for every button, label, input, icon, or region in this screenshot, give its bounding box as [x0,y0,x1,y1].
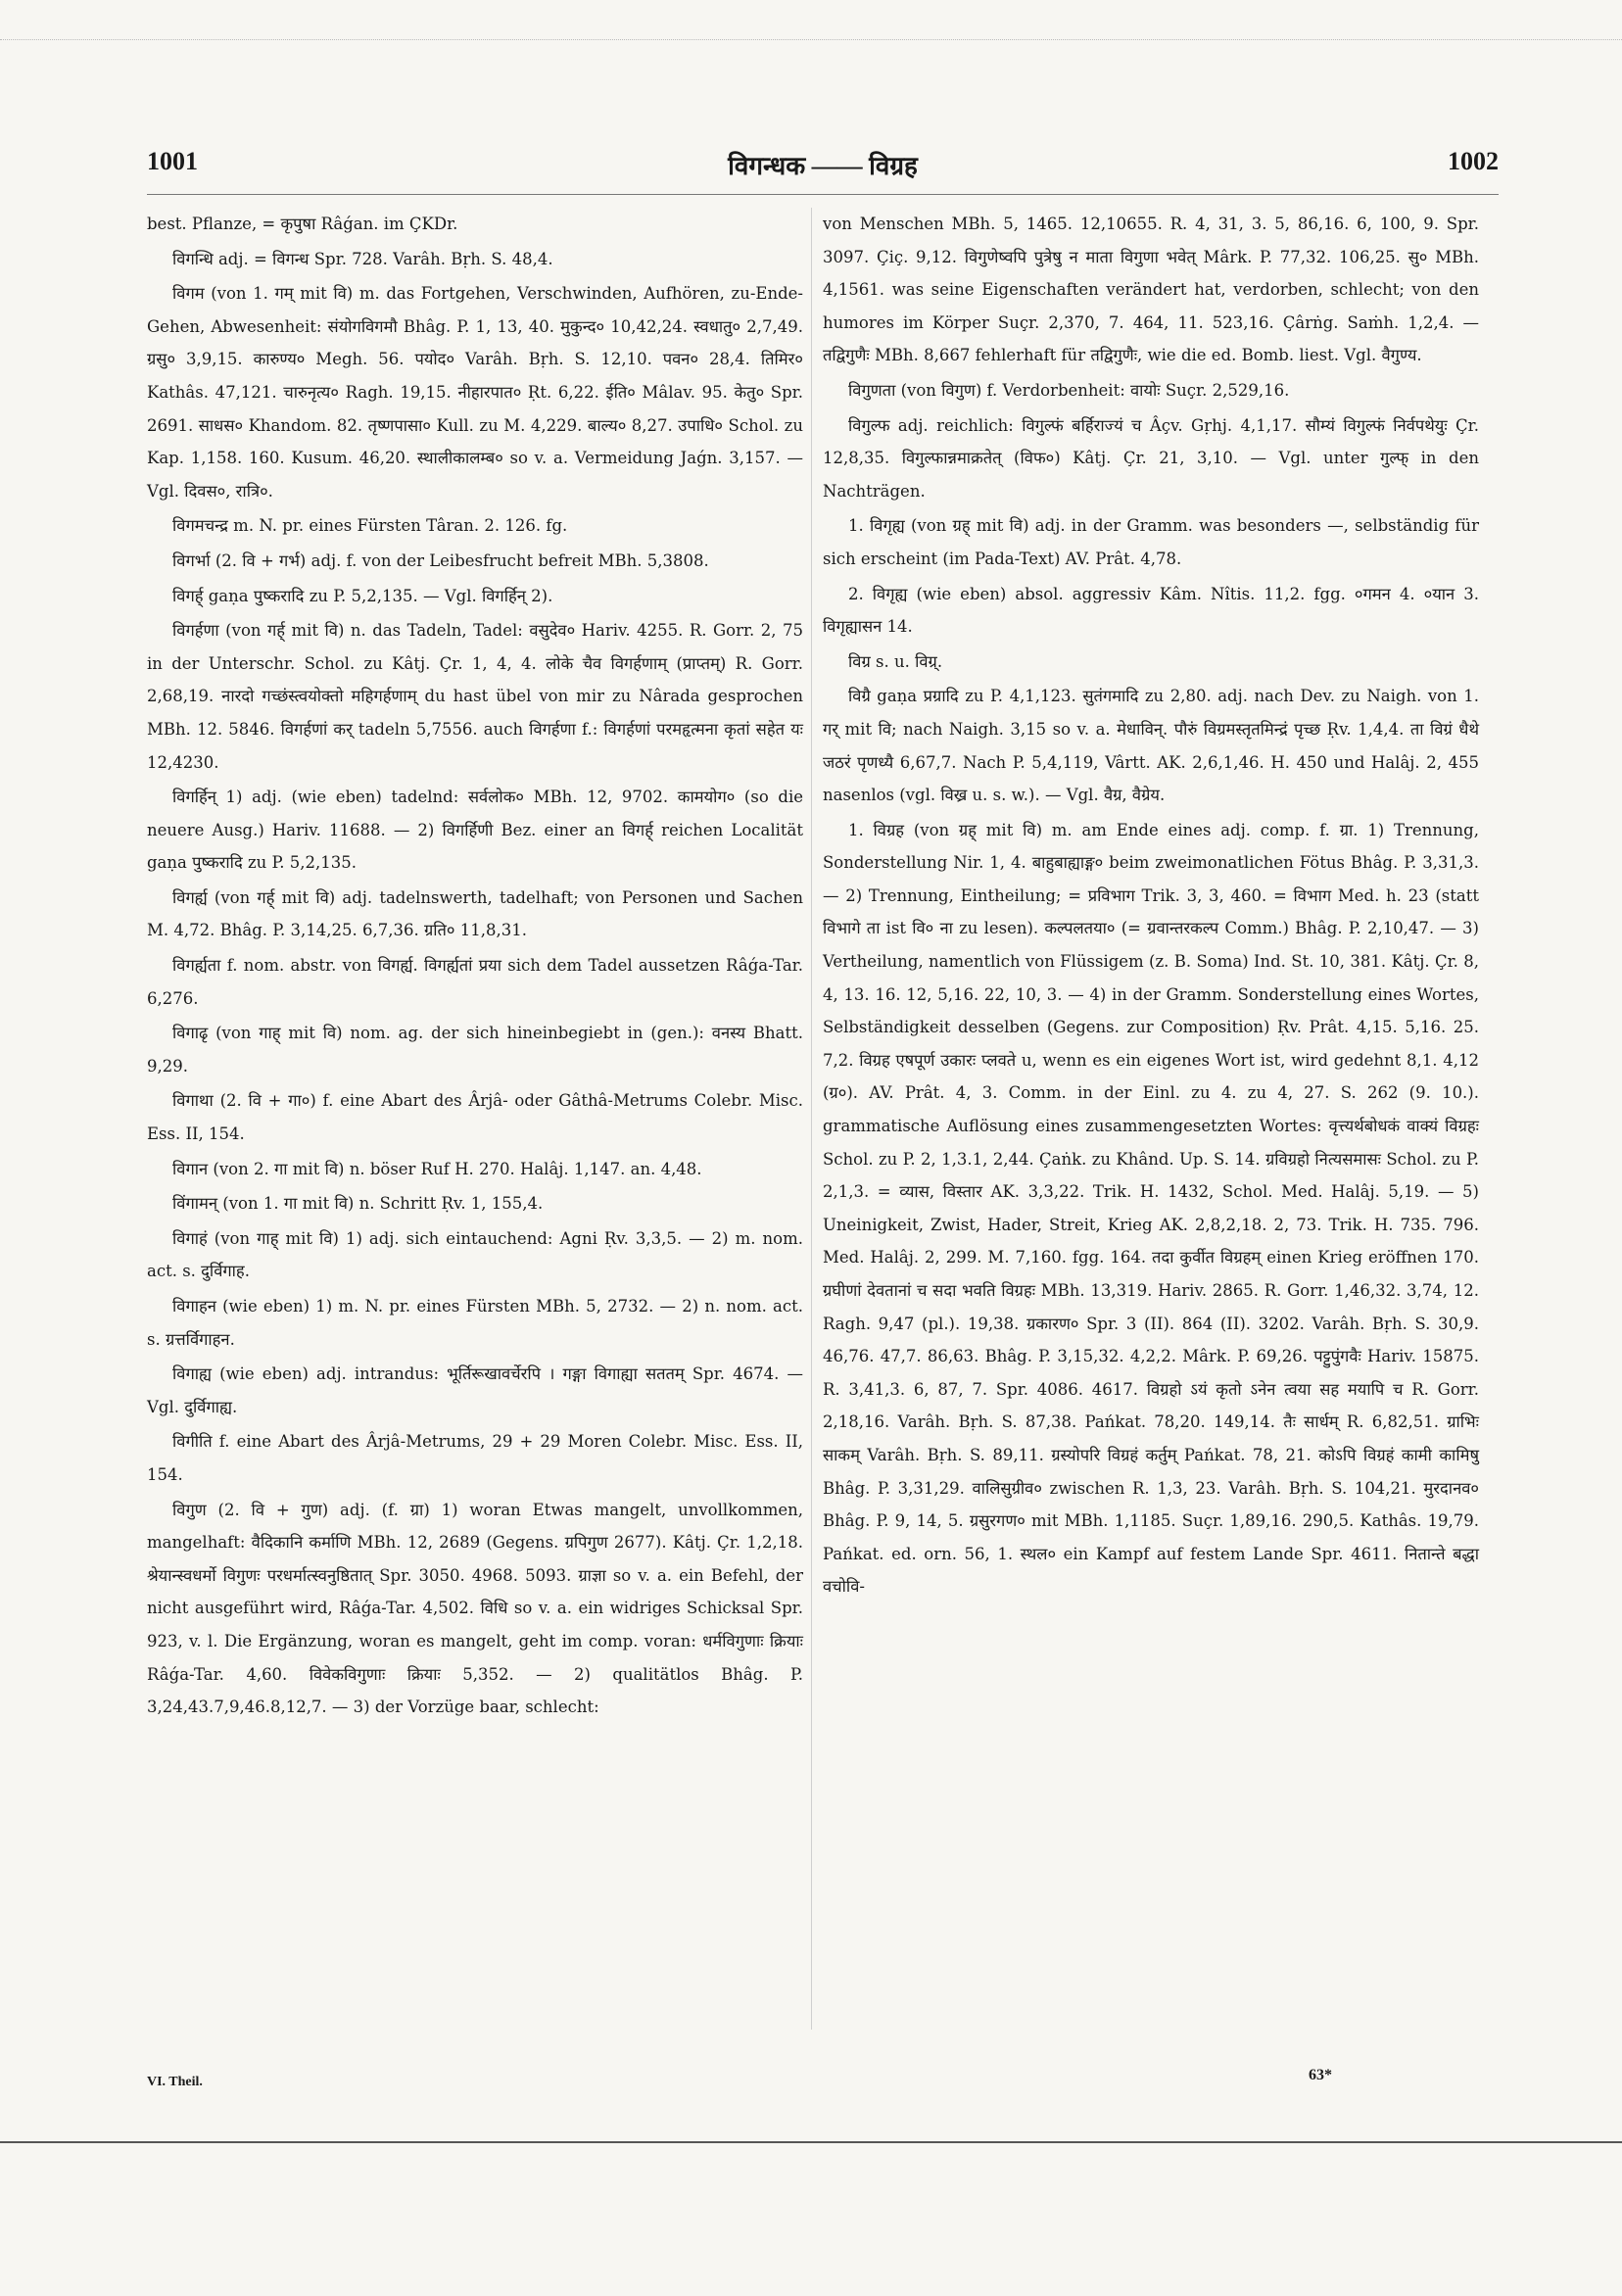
dictionary-entry: विग्रै gaṇa प्रग्रादि zu P. 4,1,123. सुतंगमादि zu 2,80. adj. nach Dev. zu Naigh. von 1. गर् mit वि; nach Naigh. 3,15 so v. a. मेधाविन्. पौरुं विग्रमस्तृतमिन्द्रं पृच्छ Ṛv. 1,4,4. ता विग्रं धैथे जठरं पृणध्यै 6,67,7. Nach P. 5,4,119, Vârtt. AK. 2,6,1,46. H. 450 und Halâj. 2, 455 nasenlos (vgl. विख्र u. s. w.). — Vgl. वैग्र, वैग्रेय. [823,687,1479,805]
scan-bottom-edge [0,2141,1622,2143]
dictionary-entry: 1. विग्रह (von ग्रह् mit वि) m. am Ende eines adj. comp. f. ग्रा. 1) Trennung, Sonderstellung Nir. 1, 4. बाहुबाह्याङ्ग० beim zweimonatlichen Fötus Bhâg. P. 3,31,3. — 2) Trennung, Eintheilung; = प्रविभाग Trik. 3, 3, 460. = विभाग Med. h. 23 (statt विभागे ता ist वि० ना zu lesen). कल्पलतया० (= ग्रवान्तरकल्प Comm.) Bhâg. P. 2,10,47. — 3) Vertheilung, namentlich von Flüssigem (z. B. Soma) Ind. St. 10, 381. Kâtj. Çr. 8, 4, 13. 16. 12, 5,16. 22, 10, 3. — 4) in der Gramm. Sonderstellung eines Wortes, Selbständigkeit desselben (Gegens. zur Composition) Ṛv. Prât. 4,15. 5,16. 25. 7,2. विग्रह एषपूर्ण उकारः प्लवते u, wenn es ein eigenes Wort ist, wird gedehnt 8,1. 4,12 (ग्र०). AV. Prât. 4, 3. Comm. in der Einl. zu 4. zu 4, 27. S. 262 (9. 10.). grammatische Auflösung eines zusammengesetzten Wortes: वृत्त्यर्थबोधकं वाक्यं विग्रहः Schol. zu P. 2, 1,3.1, 2,44. Çaṅk. zu Khând. Up. S. 14. ग्रविग्रहो नित्यसमासः Schol. zu P. 2,1,3. = व्यास, विस्तार AK. 3,3,22. Trik. H. 1432, Schol. Med. Halâj. 5,19. — 5) Uneinigkeit, Zwist, Hader, Streit, Krieg AK. 2,8,2,18. 2, 73. Trik. H. 735. 796. Med. Halâj. 2, 299. M. 7,160. fgg. 164. तदा कुर्वीत विग्रहम् einen Krieg eröffnen 170. ग्रघीणां देवतानां च सदा भवति विग्रहः MBh. 13,319. Hariv. 2865. R. Gorr. 1,46,32. 3,74, 12. Ragh. 9,47 (pl.). 19,38. ग्रकारण० Spr. 3 (II). 864 (II). 3202. Varâh. Bṛh. S. 30,9. 46,76. 47,7. 86,63. Bhâg. P. 3,15,32. 4,2,2. Mârk. P. 69,26. पट्टुपुंगवैः Hariv. 15875. R. 3,41,3. 6, 87, 7. Spr. 4086. 4617. विग्रहो ऽयं कृतो ऽनेन त्वया सह मयापि च R. Gorr. 2,18,16. Varâh. Bṛh. S. 87,38. Pańkat. 78,20. 149,14. तैः सार्धम् R. 6,82,51. ग्राभिः साकम् Varâh. Bṛh. S. 89,11. ग्रस्योपरि विग्रहं कर्तुम् Pańkat. 78, 21. कोऽपि विग्रहं कामी कामिषु Bhâg. P. 3,31,29. वालिसुग्रीव० zwischen R. 1,3, 23. Varâh. Bṛh. S. 104,21. मुरदानव० Bhâg. P. 9, 14, 5. ग्रसुरगण० mit MBh. 1,1185. Suçr. 1,89,16. 290,5. Kathâs. 19,79. Pańkat. ed. orn. 56, 1. स्थल० ein Kampf auf festem Lande Spr. 4611. नितान्ते बद्धा वचोवि- [823,820,1479,1597]
dictionary-entry: विगमचन्द्र m. N. pr. eines Fürsten Târan. 2. 126. fg. [172,516,568,536]
footer-volume: VI. Theil. [147,2075,203,2089]
dictionary-entry: विगर्हणा (von गर्ह् mit वि) n. das Tadeln, Tadel: वसुदेव० Hariv. 4255. R. Gorr. 2, 75 in der Unterschr. Schol. zu Kâtj. Çr. 1, 4, 4. लोके चैव विगर्हणाम् (प्राप्तम्) R. Gorr. 2,68,19. नारदो गच्छंस्त्वयोक्तो महिगर्हणाम् du hast übel von mir zu Nârada gesprochen MBh. 12. 5846. विगर्हणां कर् tadeln 5,7556. auch विगर्हणा f.: विगर्हणां परमहृत्मना कृतां सहेत यः 12,4230. [147,621,803,772]
page-number-right: 1002 [1448,147,1499,175]
dictionary-entry: विगीति f. eine Abart des Ârjâ-Metrums, 29 + 29 Moren Colebr. Misc. Ess. II, 154. [147,1432,803,1484]
dictionary-entry: विगर्भा (2. वि + गर्भ) adj. f. von der Leibesfrucht befreit MBh. 5,3808. [172,550,709,570]
dictionary-entry: विगन्धि adj. = विगन्ध Spr. 728. Varâh. Bṛh. S. 48,4. [172,249,553,268]
column-separator [811,208,812,2030]
header-rule [147,194,1499,195]
dictionary-entry: 2. विगृह्य (wie eben) absol. aggressiv Kâm. Nîtis. 11,2. fgg. ०गमन 4. ०यान 3. विगृह्यासन 14. [823,584,1479,637]
right-column [823,208,1479,1605]
dictionary-entry: विगम (von 1. गम् mit वि) m. das Fortgehen, Verschwinden, Aufhören, zu-Ende-Gehen, Abwesenheit: संयोगविगमौ Bhâg. P. 1, 13, 40. मुकुन्द० 10,42,24. स्वधातु० 2,7,49. ग्रसु० 3,9,15. कारुण्य० Megh. 56. पयोद० Varâh. Bṛh. S. 12,10. पवन० 28,4. तिमिर० Kathâs. 47,121. चारुनृत्य० Ragh. 19,15. नीहारपात० Ṛt. 6,22. ईति० Mâlav. 95. केतु० Spr. 2691. साधस० Khandom. 82. तृष्णपासा० Kull. zu M. 4,229. बाल्य० 8,27. उपाधि० Schol. zu Kap. 1,158. 160. Kusum. 46,20. स्थालीकालम्ब० so v. a. Vermeidung Jaǵn. 3,157. — Vgl. दिवस०, रात्रि०. [147,284,803,501]
dictionary-entry: best. Pflanze, = कृपुषा Râǵan. im ÇKDr. [147,215,458,233]
dictionary-entry: विगाह्य (wie eben) adj. intrandus: भूर्तिरूखावर्चेरपि । गङ्गा विगाह्या सततम् Spr. 4674. — Vgl. दुर्विगाह्य. [147,1364,803,1416]
dictionary-entry: 1. विगृह्य (von ग्रह् mit वि) adj. in der Gramm. was besonders —, selbständig für sich erscheint (im Pada-Text) AV. Prât. 4,78. [823,516,1479,568]
left-column [147,208,803,1726]
dictionary-entry: विगर्ह् gaṇa पुष्करादि zu P. 5,2,135. — Vgl. विगर्हिन् 2). [172,586,553,605]
dictionary-entry: von Menschen MBh. 5, 1465. 12,10655. R. 4, 31, 3. 5, 86,16. 6, 100, 9. Spr. 3097. Çiç. 9,12. विगुणेष्वपि पुत्रेषु न माता विगुणा भवेत् Mârk. P. 77,32. 106,25. सु० MBh. 4,1561. was seine Eigenschaften verändert hat, verdorben, schlecht; von den humores im Körper Suçr. 2,370, 7. 464, 11. 523,16. Çârṅg. Saṁh. 1,2,4. — तद्विगुणैः MBh. 8,667 fehlerhaft für तद्विगुणैः, wie die ed. Bomb. liest. Vgl. वैगुण्य. [823,215,1479,365]
dictionary-entry: विगर्ह्यता f. nom. abstr. von विगर्ह्य. विगर्ह्यतां प्रया sich dem Tadel aussetzen Râǵa-Tar. 6,276. [147,956,803,1008]
dictionary-entry: विग्र s. u. विग्र्. [848,651,943,671]
dictionary-entry: विगर्हिन् 1) adj. (wie eben) tadelnd: सर्वलोक० MBh. 12, 9702. कामयोग० (so die neuere Ausg.) Hariv. 11688. — 2) विगर्हिणी Bez. einer an विगर्ह् reichen Localität gaṇa पुष्करादि zu P. 5,2,135. [147,788,803,873]
dictionary-entry: विगुण (2. वि + गुण) adj. (f. ग्रा) 1) woran Etwas mangelt, unvollkommen, mangelhaft: वैदिकानि कर्माणि MBh. 12, 2689 (Gegens. ग्रपिगुण 2677). Kâtj. Çr. 1,2,18. श्रेयान्स्वधर्मो विगुणः परधर्मात्स्वनुष्ठितात् Spr. 3050. 4968. 5093. ग्राज्ञा so v. a. ein Befehl, der nicht ausgeführt wird, Râǵa-Tar. 4,502. विधि so v. a. ein widriges Schicksal Spr. 923, v. l. Die Ergänzung, woran es mangelt, geht im comp. voran: धर्मविगुणाः क्रियाः Râǵa-Tar. 4,60. विवेकविगुणाः क्रियाः 5,352. — 2) qualitätlos Bhâg. P. 3,24,43.7,9,46.8,12,7. — 3) der Vorzüge baar, schlecht: [147,1500,803,1717]
dictionary-entry: विंगामन् (von 1. गा mit वि) n. Schritt Ṛv. 1, 155,4. [172,1194,544,1214]
dictionary-entry: विगाहन (wie eben) 1) m. N. pr. eines Fürsten MBh. 5, 2732. — 2) n. nom. act. s. ग्रत्तर्विगाहन. [147,1297,803,1349]
dictionary-entry: विगान (von 2. गा mit वि) n. böser Ruf H. 270. Halâj. 1,147. an. 4,48. [172,1159,702,1178]
running-title: विगन्धक —— विग्रह [728,152,918,180]
dictionary-entry: विगुणता (von विगुण) f. Verdorbenheit: वायोः Suçr. 2,529,16. [848,380,1290,400]
page-header [147,147,1499,186]
dictionary-entry: विगाढृ (von गाह् mit वि) nom. ag. der sich hineinbegiebt in (gen.): वनस्य Bhatt. 9,29. [147,1024,803,1076]
dictionary-entry: विगाथा (2. वि + गा०) f. eine Abart des Ârjâ- oder Gâthâ-Metrums Colebr. Misc. Ess. II, 154. [147,1091,803,1144]
dictionary-entry: विगर्ह्य (von गर्ह् mit वि) adj. tadelnswerth, tadelhaft; von Personen und Sachen M. 4,72. Bhâg. P. 3,14,25. 6,7,36. ग्रति० 11,8,31. [147,887,803,940]
dictionary-entry: विगुल्फ adj. reichlich: विगुल्फं बर्हिराज्यं च Âçv. Gṛhj. 4,1,17. सौम्यं विगुल्फं निर्वपथेयुः Çr. 12,8,35. विगुल्फान्नमाक्रतेत् (विफ०) Kâtj. Çr. 21, 3,10. — Vgl. unter गुल्फ् in den Nachträgen. [823,415,1479,501]
page-number-left: 1001 [147,147,198,175]
scan-top-edge [0,0,1622,40]
footer-signature: 63* [1309,2067,1332,2083]
dictionary-entry: विगाहं (von गाह् mit वि) 1) adj. sich eintauchend: Agni Ṛv. 3,3,5. — 2) m. nom. act. s. दुर्विगाह. [147,1228,803,1281]
